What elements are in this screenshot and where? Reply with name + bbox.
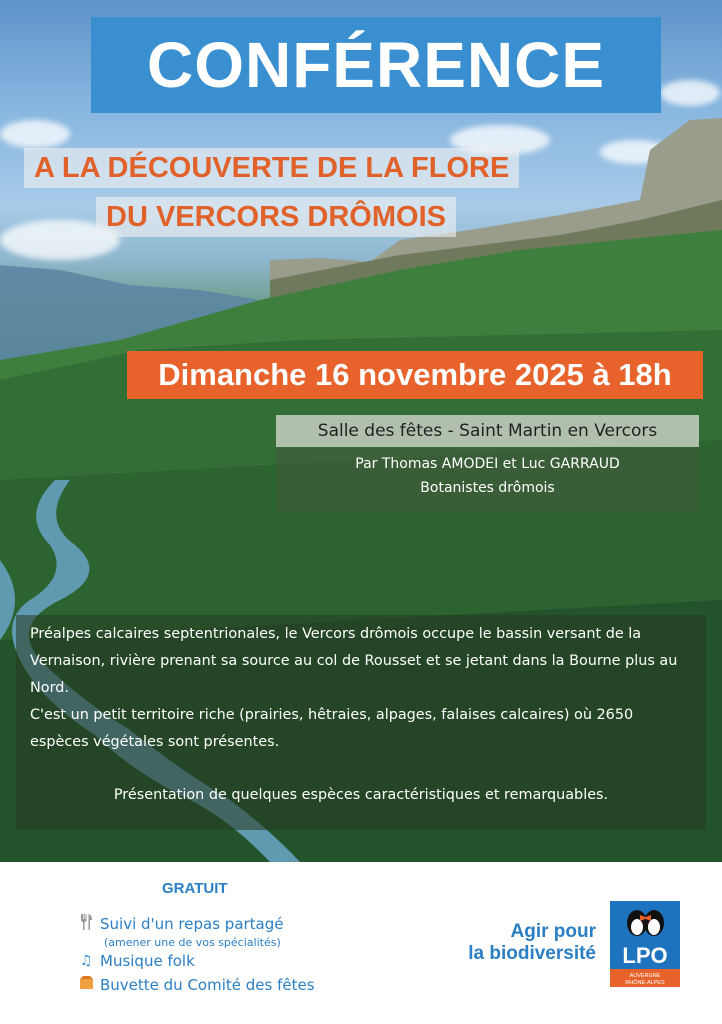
speakers-names: Par Thomas AMODEI et Luc GARRAUD [355,456,620,472]
description-paragraph: Présentation de quelques espèces caractéristiques et remarquables. [113,787,609,803]
footer [0,862,722,1024]
slogan-line-2: la biodiversité [468,943,596,964]
item-label: Musique folk [100,952,195,970]
description-block [16,615,706,830]
title-banner [91,17,661,113]
description-paragraph: Préalpes calcaires septentrionales, le Vercors drômois occupe le bassin versant de la Vernaison, rivière prenant sa source au col de Rousset et se jetant dans la Bourne plus au Nord. [30,626,678,696]
subtitle-line-2: DU VERCORS DRÔMOIS [96,197,456,237]
logo-text: LPO [622,943,668,968]
event-date: Dimanche 16 novembre 2025 à 18h [158,357,672,392]
gratuit-label: GRATUIT [162,880,228,897]
logo-region-line-1: AUVERGNE [629,973,661,979]
page-title: CONFÉRENCE [146,29,606,101]
list-item [78,975,315,994]
date-banner [127,351,703,399]
item-label: Buvette du Comité des fêtes [100,975,315,994]
logo-region-line-2: RHÔNE-ALPES [625,980,665,986]
place-banner [276,415,699,447]
lpo-logo [610,901,680,987]
subtitle-line-1: A LA DÉCOUVERTE DE LA FLORE [24,148,519,188]
box-icon [78,975,94,994]
list-item [78,952,195,970]
list-item [78,914,284,934]
event-place: Salle des fêtes - Saint Martin en Vercors [317,421,658,441]
speakers-role: Botanistes drômois [420,480,555,496]
music-notes-icon: ♫ [79,953,93,969]
item-label: Suivi d'un repas partagé [100,915,284,933]
slogan-line-1: Agir pour [510,921,596,942]
description-paragraph: C'est un petit territoire riche (prairies, hêtraies, alpages, falaises calcaires) où 2650 espèces végétales sont présentes. [30,707,634,750]
utensils-icon [78,914,94,934]
slogan [440,921,596,965]
meal-note: (amener une de vos spécialités) [104,936,281,949]
speakers-block [276,448,699,512]
